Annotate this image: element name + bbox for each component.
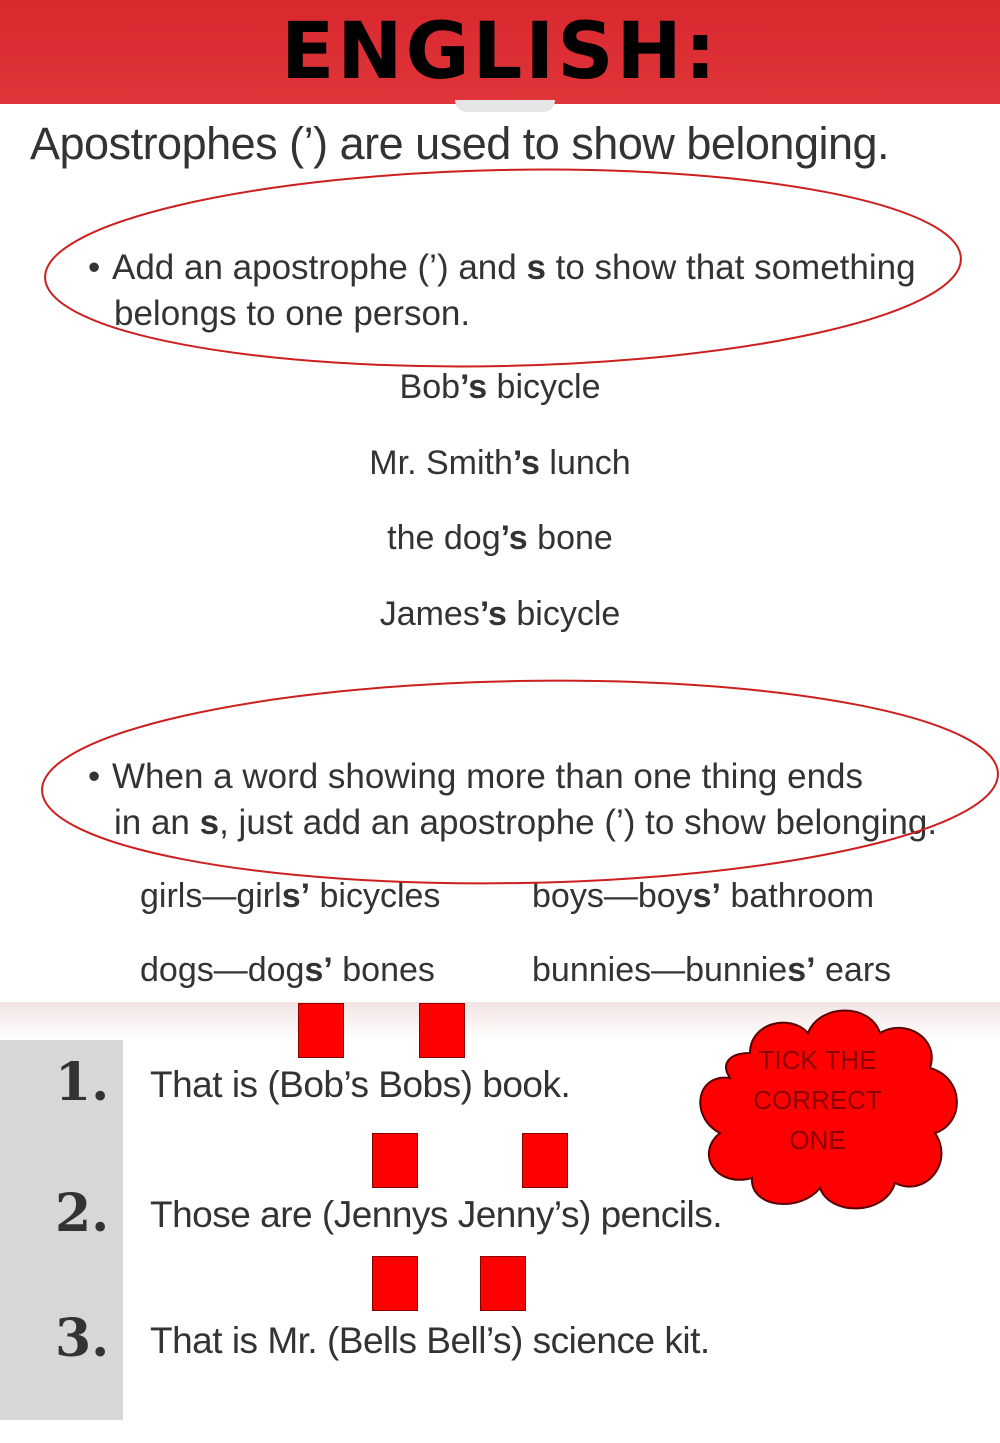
highlight-oval-rule1 (43, 160, 963, 375)
example-singular: James’s bicycle (379, 595, 621, 633)
tick-box-q3-option1[interactable] (372, 1256, 418, 1311)
question-number: 3. (55, 1308, 110, 1369)
tick-box-q1-option1[interactable] (298, 1003, 344, 1058)
tick-box-q3-option2[interactable] (480, 1256, 526, 1311)
question-text: That is Mr. (Bells Bell’s) science kit. (150, 1320, 710, 1361)
question-number: 1. (55, 1052, 110, 1113)
example-singular: Bob’s bicycle (399, 368, 601, 406)
question-text: Those are (Jennys Jenny’s) pencils. (150, 1194, 723, 1235)
intro-sentence: Apostrophes (’) are used to show belonging. (30, 118, 890, 169)
rule-singular-line1: • Add an apostrophe (’) and s to show that something (88, 245, 916, 291)
bullet-icon: • (88, 248, 101, 287)
example-plural: girls—girls’ bicycles (140, 877, 441, 915)
tick-box-q2-option1[interactable] (372, 1133, 418, 1188)
question-number: 2. (55, 1183, 110, 1244)
bullet-icon: • (88, 757, 101, 796)
question-text: That is (Bob’s Bobs) book. (150, 1064, 571, 1105)
example-singular: the dog’s bone (387, 519, 613, 557)
page-title: ENGLISH: (281, 7, 719, 97)
rule-plural-line2: in an s, just add an apostrophe (’) to show belonging. (114, 803, 938, 842)
tick-box-q1-option2[interactable] (419, 1003, 465, 1058)
tick-box-q2-option2[interactable] (522, 1133, 568, 1188)
example-plural: bunnies—bunnies’ ears (532, 951, 892, 989)
example-plural: dogs—dogs’ bones (140, 951, 435, 989)
example-plural: boys—boys’ bathroom (532, 877, 875, 915)
rule-singular-line2: belongs to one person. (114, 294, 471, 333)
example-singular: Mr. Smith’s lunch (369, 444, 631, 482)
rule-plural-line1: • When a word showing more than one thing ends (88, 754, 937, 800)
instruction-cloud-text: TICK THE CORRECT ONE (753, 1045, 882, 1155)
highlight-oval-rule2 (40, 673, 999, 892)
